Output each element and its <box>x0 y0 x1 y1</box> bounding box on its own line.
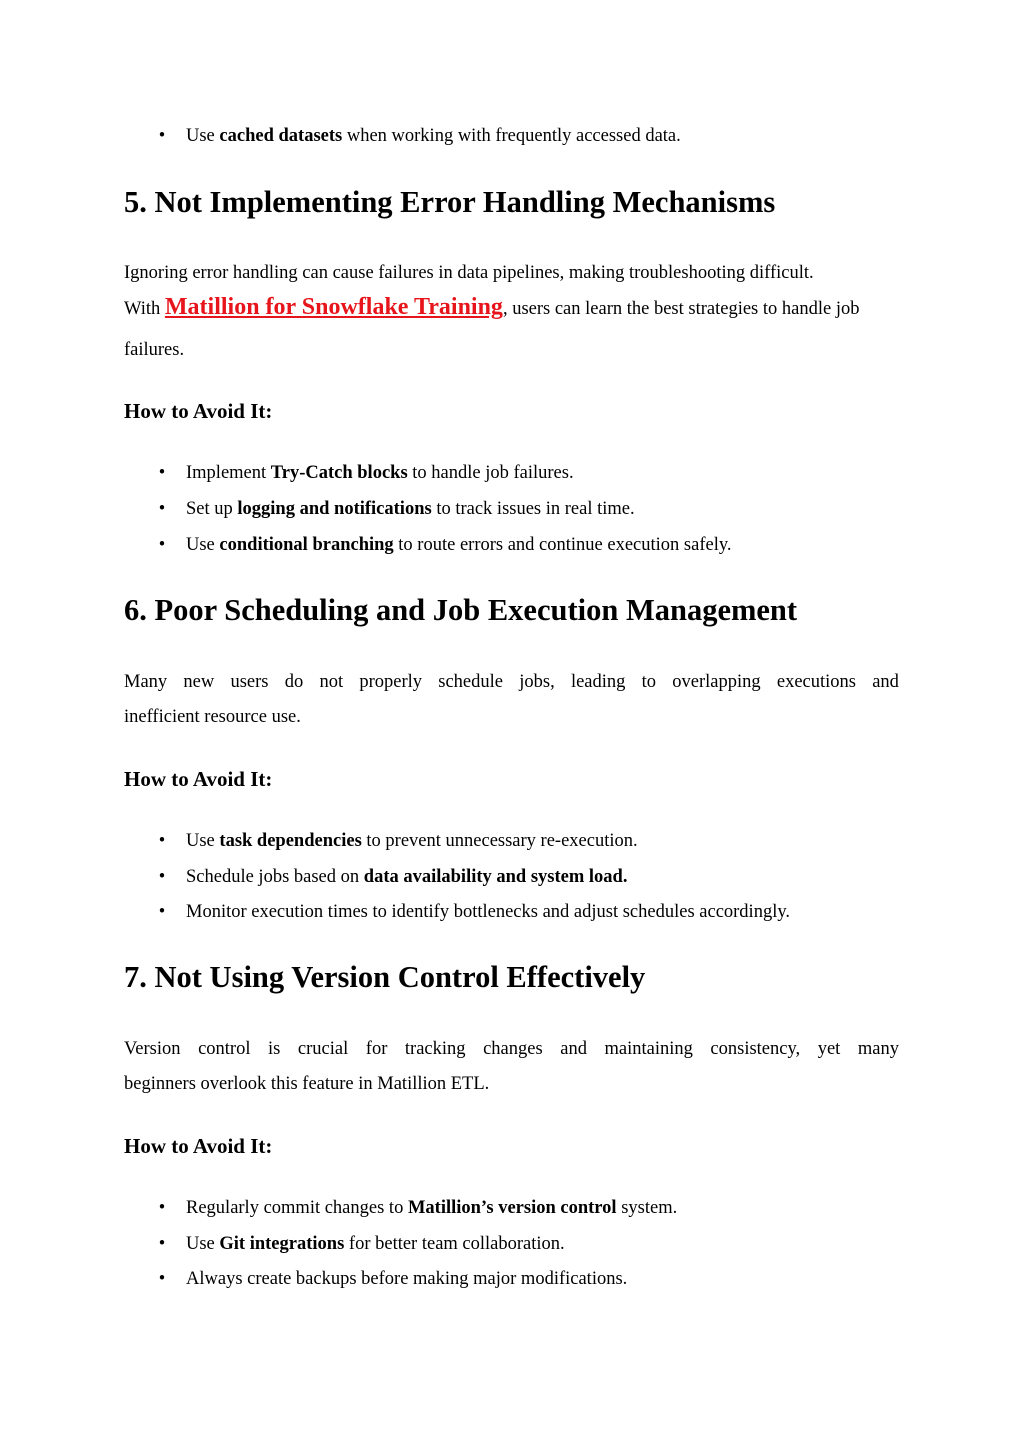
paragraph-word: users <box>230 672 269 692</box>
paragraph-word: and <box>560 1039 587 1059</box>
list-item-text: Set up logging and notifications to track issues in real time. <box>186 499 635 519</box>
list-item-text: Always create backups before making major modifications. <box>186 1269 628 1289</box>
paragraph-word: properly <box>359 672 423 692</box>
list-item-text: Monitor execution times to identify bottlenecks and adjust schedules accordingly. <box>186 902 791 922</box>
paragraph-word: crucial <box>297 1039 349 1059</box>
bullet-icon: • <box>158 867 166 887</box>
paragraph-word: control <box>198 1039 251 1059</box>
paragraph-word: is <box>268 1039 281 1059</box>
subheading: How to Avoid It: <box>124 399 273 423</box>
paragraph-word: consistency, <box>710 1039 801 1059</box>
bullet-icon: • <box>158 1198 166 1218</box>
list-item-text: Use cached datasets when working with frequently accessed data. <box>186 126 681 146</box>
bullet-icon: • <box>158 1234 166 1254</box>
paragraph-word: jobs, <box>519 672 555 692</box>
paragraph-word: schedule <box>438 672 503 692</box>
paragraph-line <box>124 671 899 693</box>
paragraph-line: beginners overlook this feature in Matillion ETL. <box>124 1074 490 1094</box>
bullet-icon: • <box>158 463 166 483</box>
section-heading: 5. Not Implementing Error Handling Mechanisms <box>124 185 776 219</box>
paragraph-word: maintaining <box>604 1039 693 1059</box>
paragraph-word: leading <box>570 672 626 692</box>
list-item-text: Use Git integrations for better team collaboration. <box>186 1234 565 1254</box>
bullet-icon: • <box>158 1269 166 1289</box>
list-item-text: Use conditional branching to route errors and continue execution safely. <box>186 535 732 555</box>
paragraph-line <box>124 1038 899 1060</box>
list-item-text: Regularly commit changes to Matillion’s version control system. <box>186 1198 678 1218</box>
bullet-icon: • <box>158 499 166 519</box>
paragraph-line: With Matillion for Snowflake Training, users can learn the best strategies to handle job <box>124 294 860 320</box>
paragraph-word: Version <box>124 1039 181 1059</box>
paragraph-word: and <box>872 672 899 692</box>
list-item-text: Implement Try-Catch blocks to handle job failures. <box>186 463 574 483</box>
subheading: How to Avoid It: <box>124 1134 273 1158</box>
paragraph-word: for <box>365 1039 388 1059</box>
bullet-icon: • <box>158 535 166 555</box>
paragraph-line: Ignoring error handling can cause failures in data pipelines, making troubleshooting difficult. <box>124 263 814 283</box>
paragraph-word: many <box>857 1039 899 1059</box>
bullet-icon: • <box>158 831 166 851</box>
subheading: How to Avoid It: <box>124 767 273 791</box>
list-item-text: Schedule jobs based on data availability and system load. <box>186 867 628 887</box>
paragraph-word: new <box>183 672 215 692</box>
paragraph-line: inefficient resource use. <box>124 707 301 727</box>
paragraph-word: do <box>284 672 304 692</box>
paragraph-word: yet <box>817 1039 841 1059</box>
training-link[interactable]: Matillion for Snowflake Training <box>164 294 503 320</box>
paragraph-word: executions <box>776 672 856 692</box>
paragraph-line: failures. <box>124 340 185 360</box>
section-heading: 7. Not Using Version Control Effectively <box>124 960 646 994</box>
bullet-icon: • <box>158 902 166 922</box>
paragraph-word: changes <box>483 1039 543 1059</box>
bullet-icon: • <box>158 126 166 146</box>
paragraph-word: to <box>641 672 657 692</box>
list-item-text: Use task dependencies to prevent unnecessary re-execution. <box>186 831 638 851</box>
section-heading: 6. Poor Scheduling and Job Execution Management <box>124 593 798 627</box>
paragraph-word: overlapping <box>672 672 761 692</box>
paragraph-word: tracking <box>404 1039 466 1059</box>
paragraph-word: Many <box>124 672 168 692</box>
paragraph-word: not <box>319 672 344 692</box>
